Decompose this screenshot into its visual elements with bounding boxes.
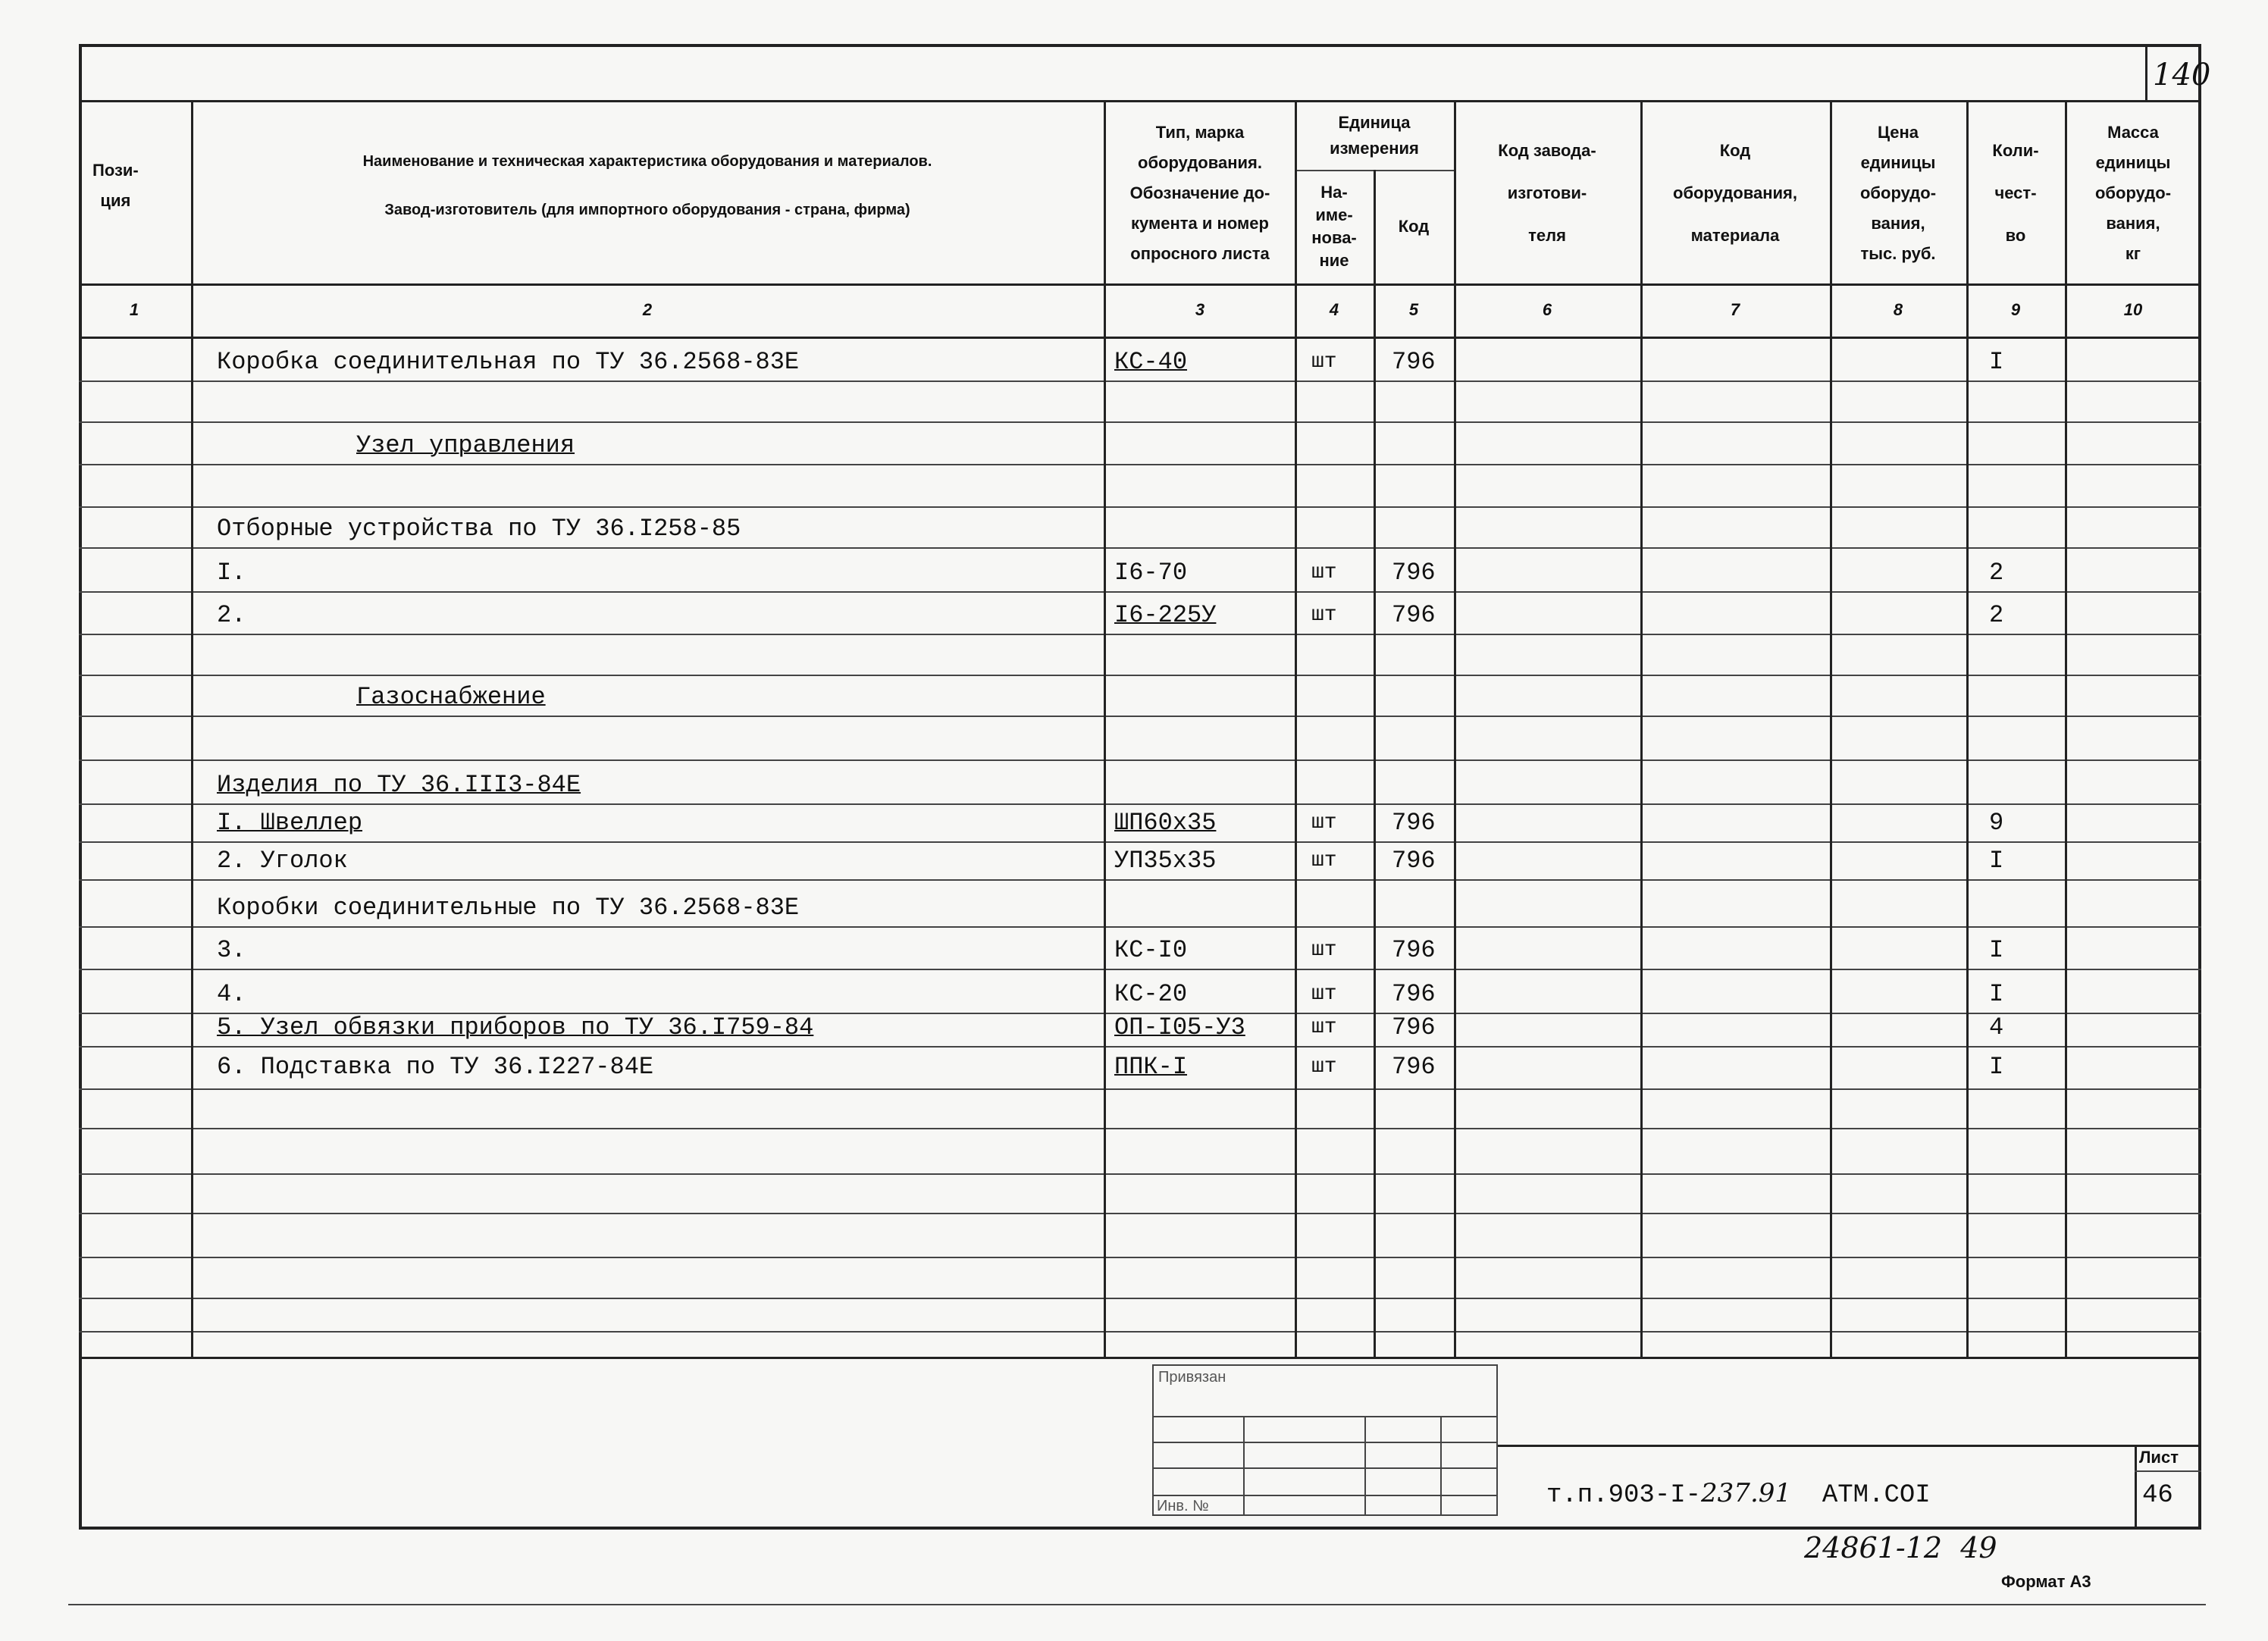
col-4-header: На- име- нова- ние xyxy=(1311,183,1357,270)
row-line xyxy=(79,1088,2201,1090)
row-type: КС-20 xyxy=(1114,980,1188,1008)
stamp-line-3 xyxy=(1152,1467,1498,1469)
stamp-vline-2 xyxy=(1364,1416,1366,1516)
row-type: I6-225У xyxy=(1114,601,1217,629)
row-qty: I xyxy=(1989,348,2004,376)
sheet-number-top: 140 xyxy=(2153,58,2211,92)
doc-code-prefix: т.п.903-I- xyxy=(1546,1481,1702,1510)
row-line xyxy=(79,421,2201,423)
col-5-header: Код xyxy=(1398,217,1430,236)
row-unit: шт xyxy=(1311,811,1337,835)
row-name: I. xyxy=(217,559,246,587)
page-bottom-line xyxy=(68,1604,2206,1605)
row-line xyxy=(79,803,2201,805)
row-line xyxy=(79,716,2201,717)
stamp-line-1 xyxy=(1152,1416,1498,1417)
row-name: 2. xyxy=(217,601,246,629)
row-unit: шт xyxy=(1311,982,1337,1006)
row-qty: 2 xyxy=(1989,601,2004,629)
col-10-number: 10 xyxy=(2123,300,2143,319)
col-4-number: 4 xyxy=(1329,300,1339,319)
stamp-vline-3 xyxy=(1440,1416,1442,1516)
row-type: ШП60х35 xyxy=(1114,809,1217,837)
row-name: Газоснабжение xyxy=(356,683,546,711)
stamp-vline-1 xyxy=(1243,1416,1245,1516)
row-code: 796 xyxy=(1392,809,1436,837)
row-unit: шт xyxy=(1311,561,1337,584)
doc-code-suffix: АТМ.СОI xyxy=(1822,1481,1931,1510)
row-code: 796 xyxy=(1392,1053,1436,1081)
col-7-header: Код оборудования, материала xyxy=(1673,141,1797,245)
row-line xyxy=(79,841,2201,843)
col-7-number: 7 xyxy=(1730,300,1740,319)
row-name: Отборные устройства по ТУ 36.I258-85 xyxy=(217,515,741,543)
row-qty: 2 xyxy=(1989,559,2004,587)
col-3-number: 3 xyxy=(1195,300,1205,319)
row-unit: шт xyxy=(1311,1055,1337,1079)
row-name: 5. Узел обвязки приборов по ТУ 36.I759-84 xyxy=(217,1013,814,1041)
doc-code xyxy=(1546,1478,1931,1510)
privyazan-label: Привязан xyxy=(1158,1369,1226,1386)
row-line xyxy=(79,591,2201,593)
col-8-number: 8 xyxy=(1893,300,1903,319)
table-bottom-line xyxy=(79,1357,2201,1359)
row-qty: I xyxy=(1989,847,2004,875)
row-type: КС-I0 xyxy=(1114,936,1188,964)
row-name: Коробки соединительные по ТУ 36.2568-83Е xyxy=(217,894,800,922)
row-line xyxy=(79,759,2201,761)
row-code: 796 xyxy=(1392,559,1436,587)
row-name: Узел управления xyxy=(356,431,575,459)
row-line xyxy=(79,1257,2201,1258)
sheet-label: Лист xyxy=(2139,1448,2179,1467)
row-name: I. Швеллер xyxy=(217,809,363,837)
col-5-number: 5 xyxy=(1408,300,1419,319)
row-name: 4. xyxy=(217,980,246,1008)
stamp-line-2 xyxy=(1152,1442,1498,1443)
title-block-sheet-divider xyxy=(2135,1445,2137,1530)
column-divider xyxy=(1374,170,1376,1357)
privyazan-stamp xyxy=(1152,1364,1498,1516)
row-type: I6-70 xyxy=(1114,559,1188,587)
unit-group-header: Единица измерения xyxy=(1330,113,1419,158)
col-9-header: Коли- чест- во xyxy=(1992,141,2039,245)
row-line xyxy=(79,926,2201,928)
row-type: КС-40 xyxy=(1114,348,1188,376)
row-type: ОП-I05-У3 xyxy=(1114,1013,1245,1041)
col-10-header: Масса единицы оборудо- вания, кг xyxy=(2094,123,2172,263)
row-qty: 9 xyxy=(1989,809,2004,837)
col-1-number: 1 xyxy=(129,300,139,319)
row-line xyxy=(79,1298,2201,1299)
row-qty: I xyxy=(1989,936,2004,964)
doc-code-handwritten: 237.91 xyxy=(1701,1478,1792,1508)
row-code: 796 xyxy=(1392,348,1436,376)
row-name: 6. Подставка по ТУ 36.I227-84Е xyxy=(217,1053,654,1081)
row-line xyxy=(79,675,2201,676)
row-type: ППК-I xyxy=(1114,1053,1188,1081)
format-label: Формат А3 xyxy=(2001,1572,2091,1591)
row-line xyxy=(79,1213,2201,1214)
row-code: 796 xyxy=(1392,980,1436,1008)
row-line xyxy=(79,969,2201,970)
col-1-header: Пози- ция xyxy=(92,161,139,210)
col-2-header: Наименование и техническая характеристика оборудования и материалов. Завод-изготовитель (для импортного оборудования - страна, фирма) xyxy=(362,153,932,218)
row-name: Изделия по ТУ 36.III3-84Е xyxy=(217,771,581,799)
bottom-number: 24861-12 49 xyxy=(1804,1531,1997,1564)
sheet-number-box-divider xyxy=(2145,44,2147,100)
row-unit: шт xyxy=(1311,938,1337,962)
row-line xyxy=(79,634,2201,635)
row-unit: шт xyxy=(1311,350,1337,374)
row-line xyxy=(79,1128,2201,1129)
row-line xyxy=(79,1046,2201,1048)
row-line xyxy=(79,380,2201,382)
col-9-number: 9 xyxy=(2010,300,2021,319)
row-code: 796 xyxy=(1392,936,1436,964)
title-block-sheet-line xyxy=(2135,1470,2201,1472)
row-name: 3. xyxy=(217,936,246,964)
row-unit: шт xyxy=(1311,1016,1337,1039)
row-unit: шт xyxy=(1311,849,1337,872)
row-line xyxy=(79,547,2201,549)
row-type: УП35х35 xyxy=(1114,847,1217,875)
row-unit: шт xyxy=(1311,603,1337,627)
col-6-header: Код завода- изготови- теля xyxy=(1498,141,1596,245)
col-3-header: Тип, марка оборудования. Обозначение до- кумента и номер опросного листа xyxy=(1129,123,1270,263)
numbers-bottom-line xyxy=(79,337,2201,339)
col-8-header: Цена единицы оборудо- вания, тыс. руб. xyxy=(1859,123,1937,263)
sheet-value: 46 xyxy=(2142,1481,2173,1510)
row-qty: 4 xyxy=(1989,1013,2004,1041)
col-2-number: 2 xyxy=(642,300,653,319)
title-block-top xyxy=(1498,1445,2201,1447)
row-qty: I xyxy=(1989,1053,2004,1081)
row-line xyxy=(79,506,2201,508)
row-name: 2. Уголок xyxy=(217,847,348,875)
row-line xyxy=(79,879,2201,881)
col-6-number: 6 xyxy=(1542,300,1552,319)
row-code: 796 xyxy=(1392,847,1436,875)
row-line xyxy=(79,1331,2201,1333)
inv-no-label: Инв. № xyxy=(1157,1498,1209,1514)
row-line xyxy=(79,464,2201,465)
table-top-line xyxy=(79,100,2201,102)
stamp-line-4 xyxy=(1152,1495,1498,1496)
row-qty: I xyxy=(1989,980,2004,1008)
row-code: 796 xyxy=(1392,1013,1436,1041)
row-name: Коробка соединительная по ТУ 36.2568-83Е xyxy=(217,348,800,376)
row-line xyxy=(79,1173,2201,1175)
row-code: 796 xyxy=(1392,601,1436,629)
